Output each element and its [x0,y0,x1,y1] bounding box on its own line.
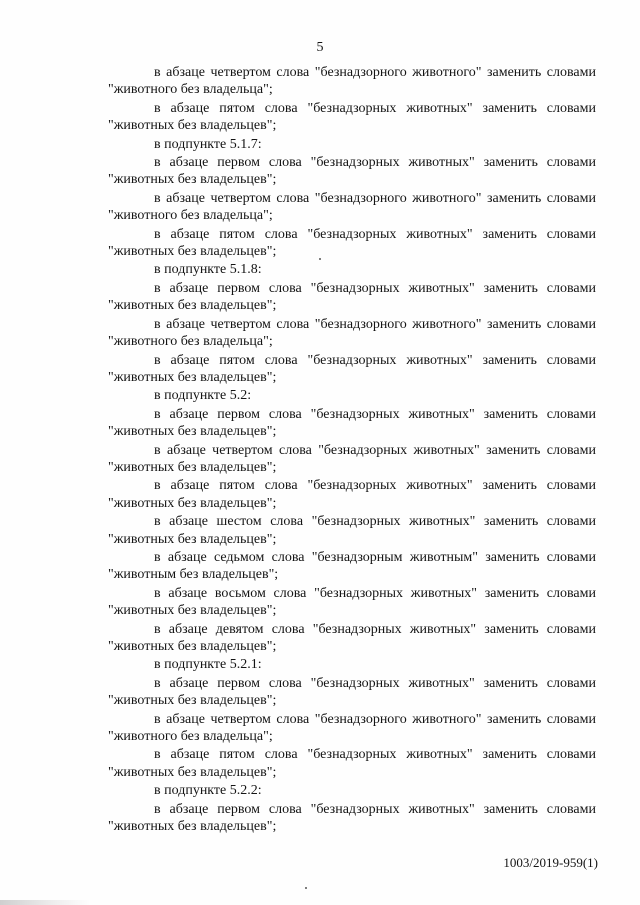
paragraph: в абзаце седьмом слова "безнадзорным животным" заменить словами "животным без владельцев"; [108,549,596,583]
document-body [108,64,596,835]
paragraph: в абзаце первом слова "безнадзорных животных" заменить словами "животных без владельцев"; [108,406,596,440]
paragraph: в абзаце восьмом слова "безнадзорных животных" заменить словами "животных без владельцев"; [108,585,596,619]
paragraph: в абзаце первом слова "безнадзорных животных" заменить словами "животных без владельцев"; [108,675,596,709]
paragraph: в абзаце четвертом слова "безнадзорного животного" заменить словами "животного без владельца"; [108,190,596,224]
subclause-heading: в подпункте 5.1.7: [154,136,262,152]
paragraph: в абзаце четвертом слова "безнадзорного животного" заменить словами "животного без владельца"; [108,711,596,745]
paragraph: в абзаце четвертом слова "безнадзорного животного" заменить словами "животного без владельца"; [108,316,596,350]
paragraph: в абзаце девятом слова "безнадзорных животных" заменить словами "животных без владельцев"; [108,621,596,654]
paragraph: в абзаце первом слова "безнадзорных животных" заменить словами "животных без владельцев"; [108,801,596,835]
document-code: 1003/2019-959(1) [503,855,598,870]
scan-speck [305,887,307,889]
paragraph: в абзаце пятом слова "безнадзорных животных" заменить словами "животных без владельцев"; [108,352,596,385]
scan-speck [319,258,321,260]
paragraph: в абзаце пятом слова "безнадзорных животных" заменить словами "животных без владельцев"; [108,226,596,260]
paragraph: в абзаце пятом слова "безнадзорных животных" заменить словами "животных без владельцев"; [108,747,596,780]
paragraph: в абзаце пятом слова "безнадзорных животных" заменить словами "животных без владельцев"; [108,100,596,134]
paragraph: в абзаце первом слова "безнадзорных животных" заменить словами "животных без владельцев"; [108,155,596,188]
page-number: 5 [316,40,324,55]
paragraph: в абзаце пятом слова "безнадзорных животных" заменить словами "животных без владельцев"; [108,478,596,511]
subclause-heading: в подпункте 5.2.1: [154,657,262,673]
scan-edge-mark [0,900,90,905]
subclause-heading: в подпункте 5.2.2: [154,783,262,799]
subclause-heading: в подпункте 5.1.8: [154,262,262,278]
paragraph: в абзаце четвертом слова "безнадзорного животного" заменить словами "животного без владельца"; [108,65,596,98]
subclause-heading: в подпункте 5.2: [154,388,252,404]
paragraph: в абзаце шестом слова "безнадзорных животных" заменить словами "животных без владельцев"; [108,514,596,547]
paragraph: в абзаце четвертом слова "безнадзорных животных" заменить словами "животных без владельцев"; [108,442,596,475]
paragraph: в абзаце первом слова "безнадзорных животных" заменить словами "животных без владельцев"; [108,280,596,314]
